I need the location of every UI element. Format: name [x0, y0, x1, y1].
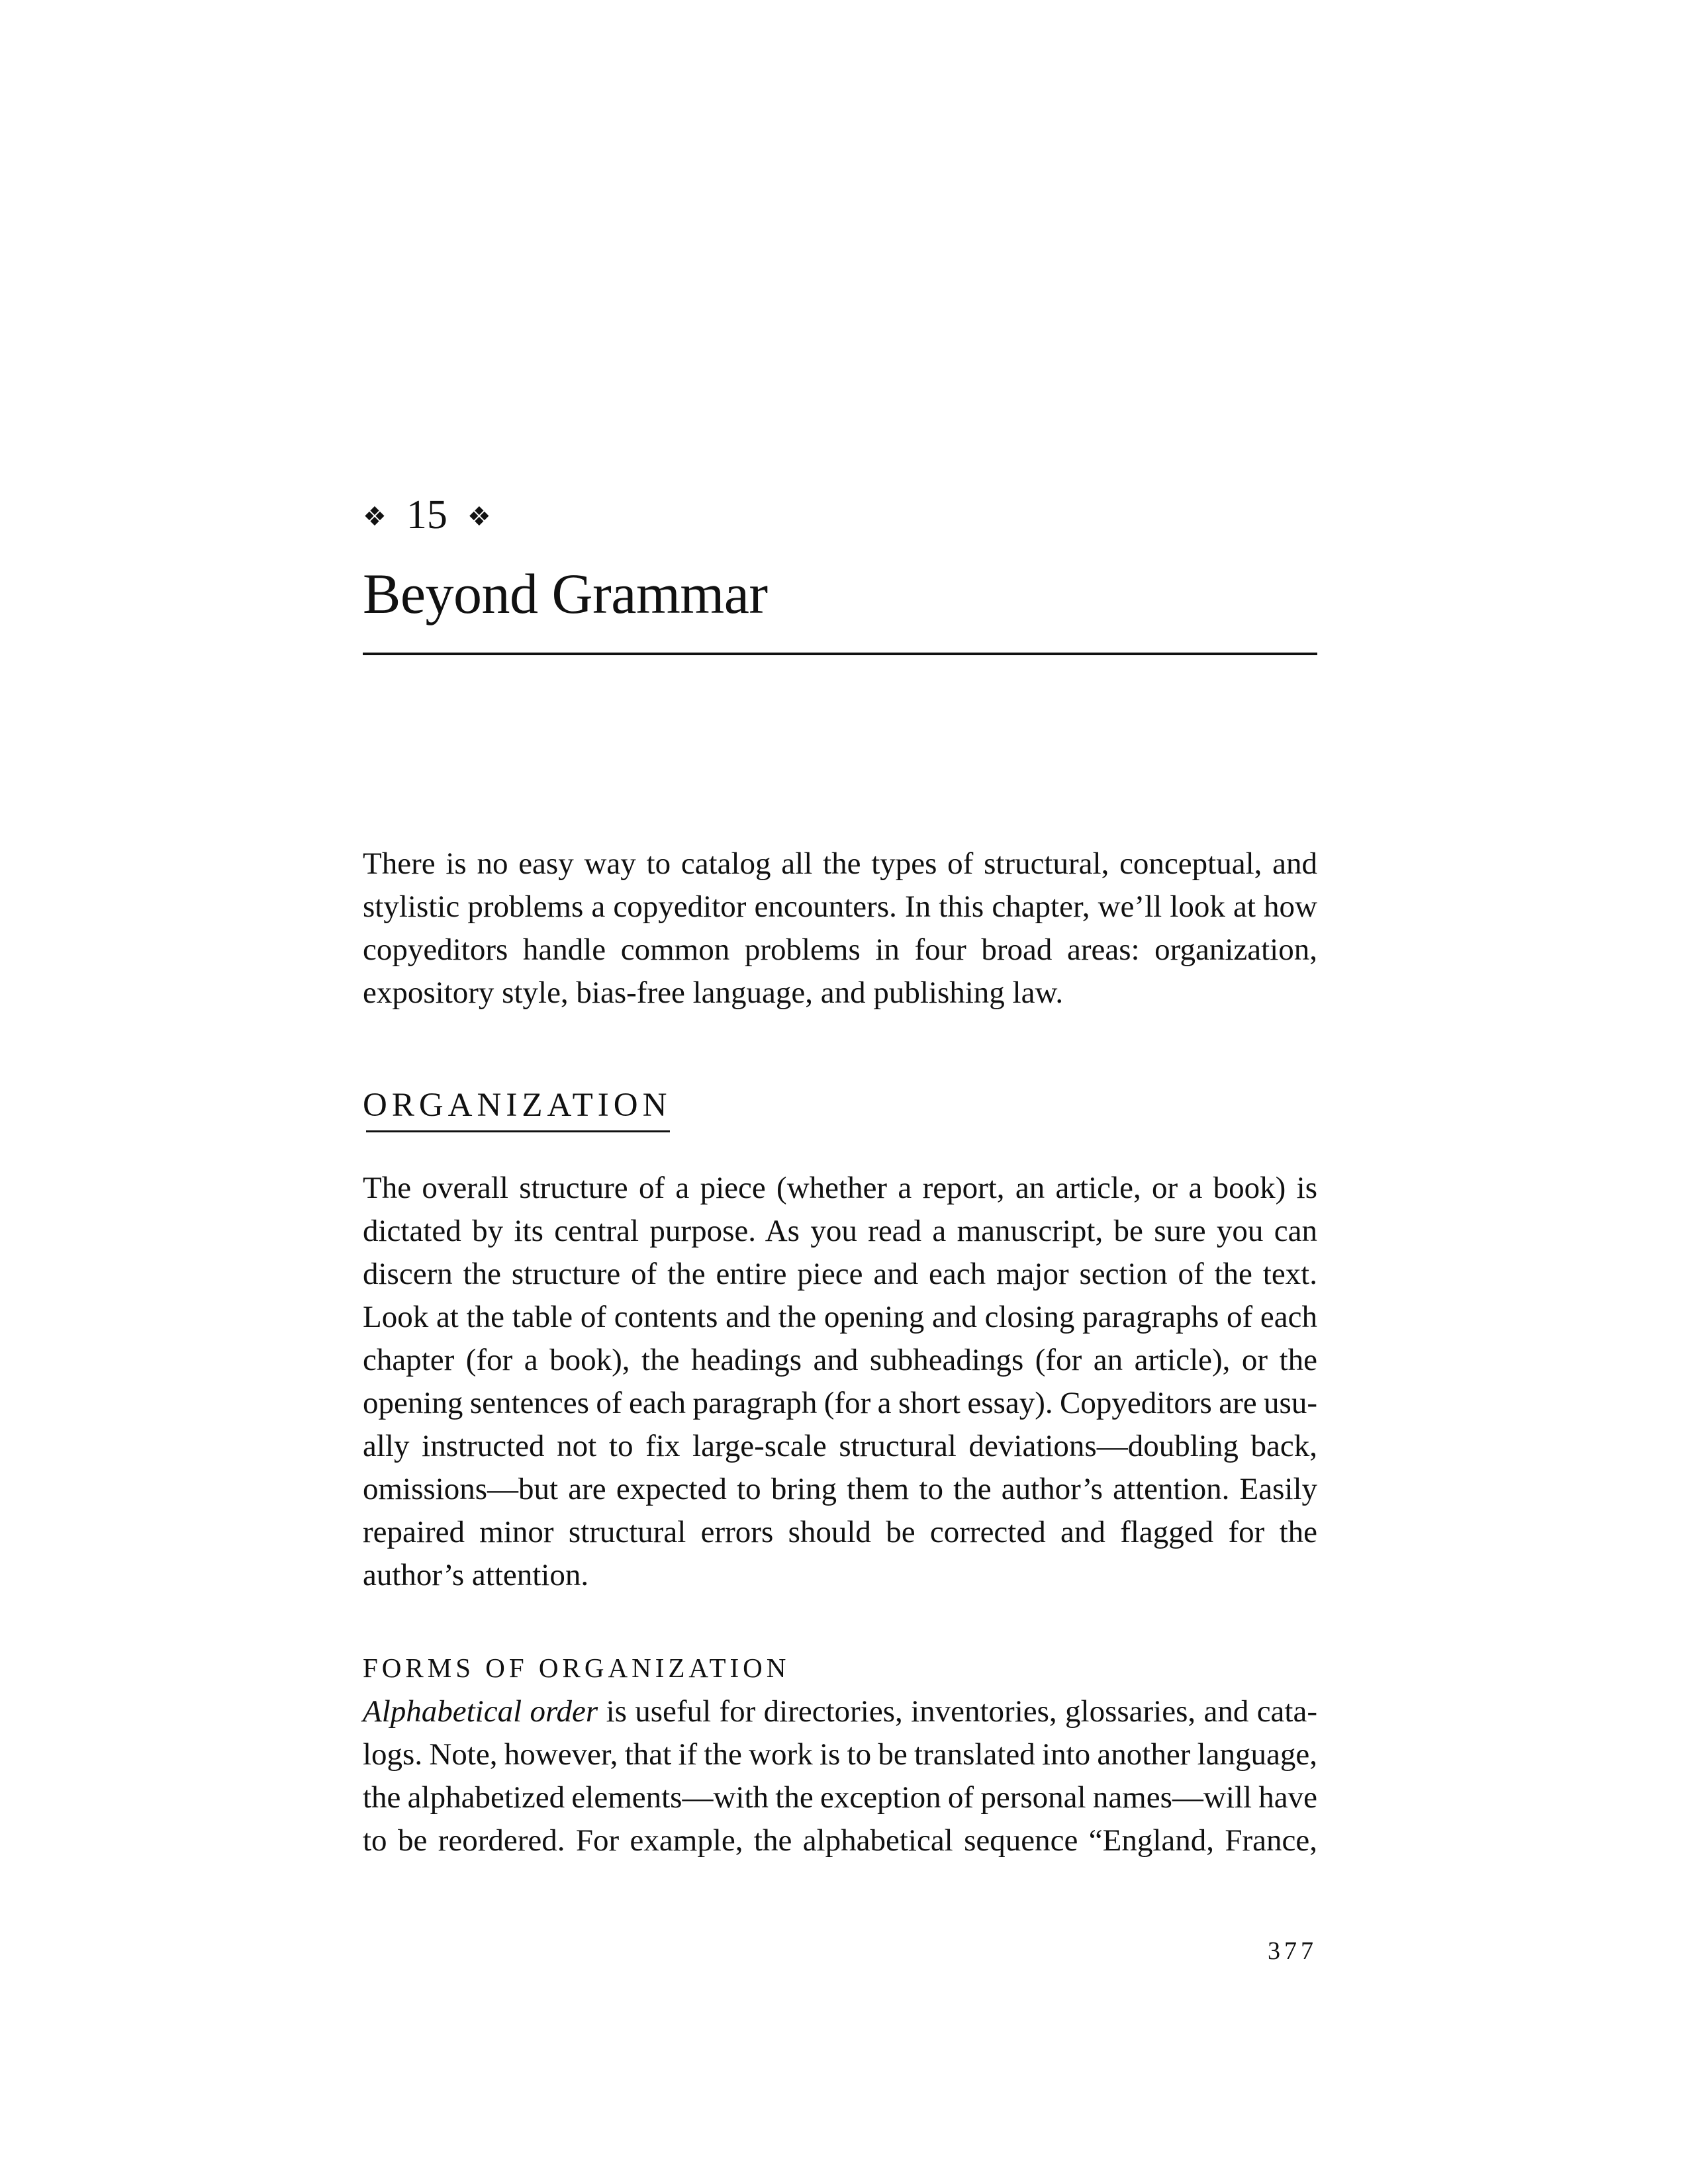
- subsection-heading: FORMS OF ORGANIZATION: [363, 1653, 790, 1683]
- text-line: logs. Note, however, that if the work is to be translated into another language,: [363, 1737, 1317, 1772]
- organization-paragraph: [363, 1167, 1317, 1597]
- page-number: 377: [1268, 1937, 1317, 1965]
- text-line: chapter (for a book), the headings and subheadings (for an article), or the: [363, 1343, 1317, 1377]
- text-line: opening sentences of each paragraph (for a short essay). Copyeditors are usu-: [363, 1386, 1317, 1420]
- text-line: the alphabetized elements—with the exception of personal names—will have: [363, 1780, 1317, 1815]
- forms-paragraph: [363, 1690, 1317, 1862]
- title-rule: [363, 653, 1317, 655]
- chapter-number-line: [363, 488, 1317, 541]
- text-line: dictated by its central purpose. As you read a manuscript, be sure you can: [363, 1214, 1317, 1248]
- text-line: repaired minor structural errors should be corrected and flagged for the: [363, 1515, 1317, 1549]
- diamond-ornament-icon: ❖: [363, 502, 387, 532]
- intro-paragraph: [363, 842, 1317, 1015]
- chapter-title: Beyond Grammar: [363, 562, 768, 625]
- text-line: discern the structure of the entire piece and each major section of the text.: [363, 1257, 1317, 1291]
- text-line: ally instructed not to fix large-scale structural deviations—doubling back,: [363, 1429, 1317, 1463]
- text-line: to be reordered. For example, the alphabetical sequence “England, France,: [363, 1823, 1317, 1858]
- text-line: Look at the table of contents and the opening and closing paragraphs of each: [363, 1300, 1317, 1334]
- text-line: stylistic problems a copyeditor encounters. In this chapter, we’ll look at how: [363, 889, 1317, 924]
- italic-term: Alphabetical order: [363, 1694, 598, 1729]
- text-line: expository style, bias-free language, and publishing law.: [363, 976, 1064, 1010]
- text-line: copyeditors handle common problems in four broad areas: organization,: [363, 933, 1317, 967]
- text-line: [363, 1690, 1317, 1733]
- text-line: author’s attention.: [363, 1558, 589, 1592]
- text-run: is useful for directories, inventories, glossaries, and cata-: [598, 1694, 1317, 1729]
- section-heading: ORGANIZATION: [363, 1087, 672, 1124]
- chapter-number: 15: [406, 492, 447, 537]
- text-line: The overall structure of a piece (whether a report, an article, or a book) is: [363, 1171, 1317, 1205]
- text-line: There is no easy way to catalog all the types of structural, conceptual, and: [363, 846, 1317, 881]
- section-heading-underline: [366, 1130, 670, 1132]
- diamond-ornament-icon: ❖: [467, 502, 491, 532]
- text-line: omissions—but are expected to bring them to the author’s attention. Easily: [363, 1472, 1317, 1506]
